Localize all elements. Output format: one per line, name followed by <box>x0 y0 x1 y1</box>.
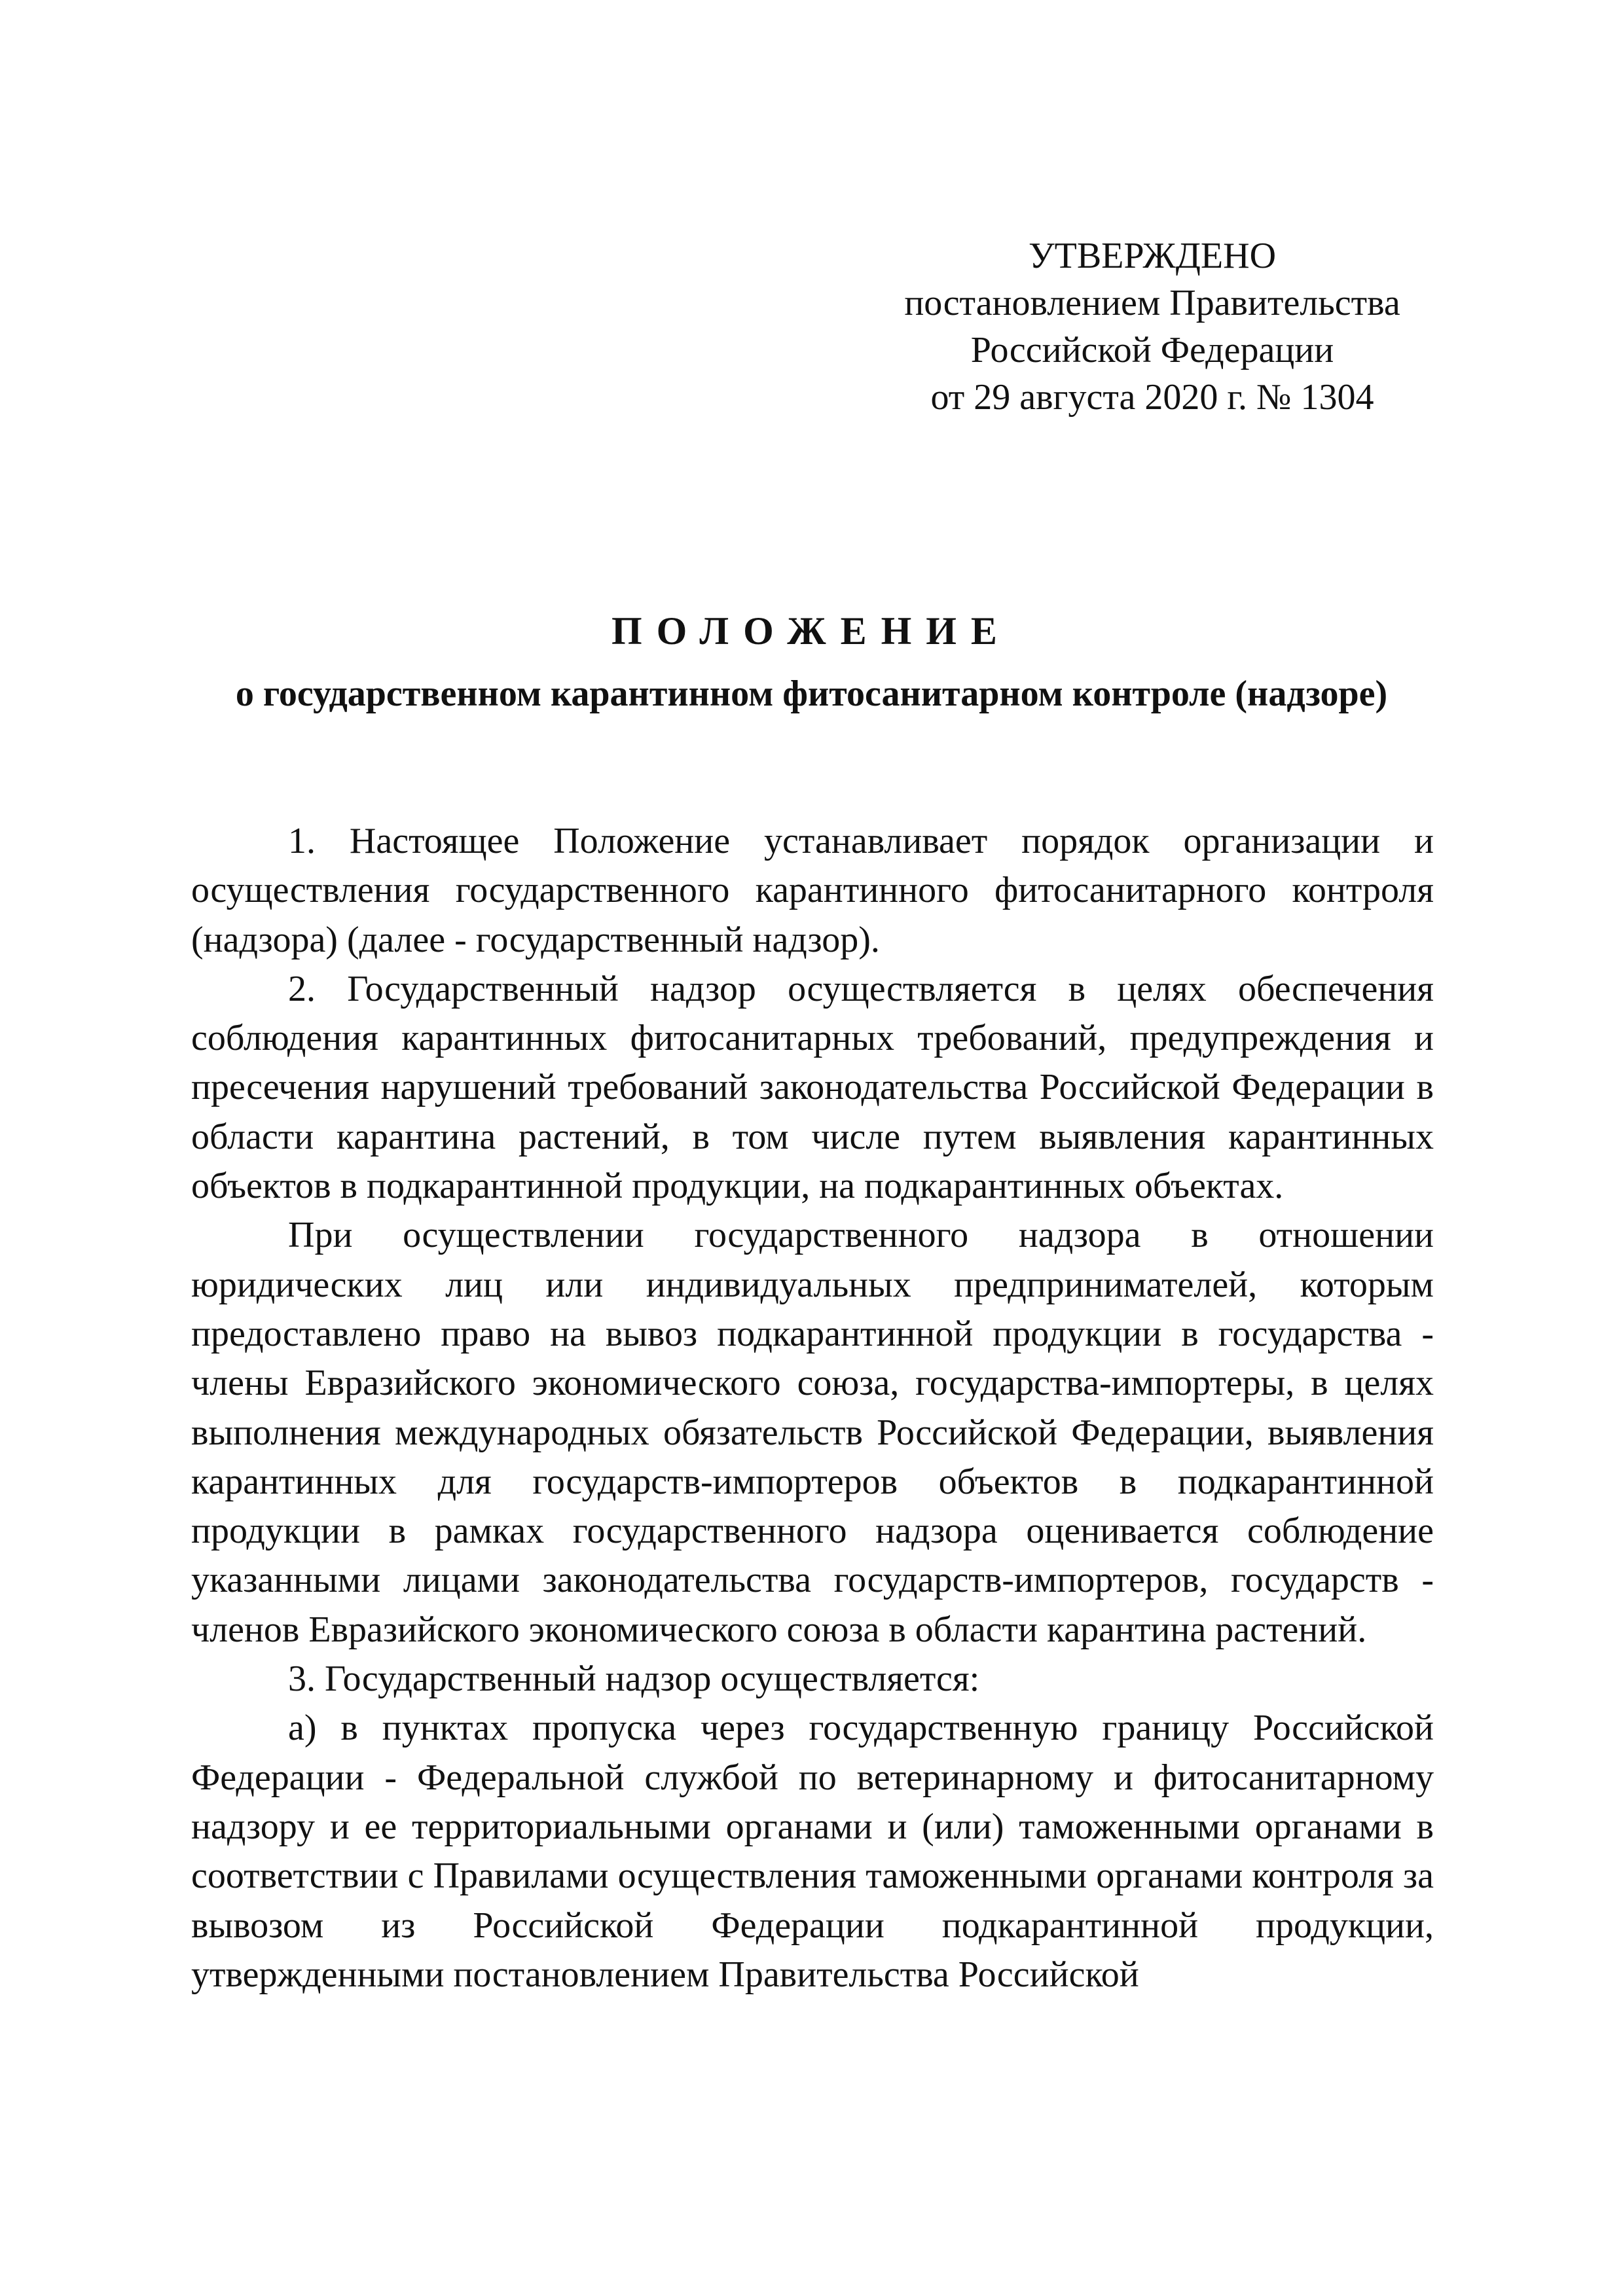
paragraph-3a: а) в пунктах пропуска через государственную границу Российской Федерации - Федеральной службой по ветеринарному и фитосанитарному надзору и ее территориальными органами и (или) таможенными органами в соответствии с Правилами осуществления таможенными органами контроля за вывозом из Российской Федерации подкарантинной продукции, утвержденными постановлением Правительства Российской <box>191 1708 1434 1995</box>
paragraph-3: 3. Государственный надзор осуществляется: <box>288 1659 980 1700</box>
approval-heading: УТВЕРЖДЕНО <box>1028 236 1277 276</box>
approval-authority: постановлением Правительства <box>904 283 1400 323</box>
document-title: ПОЛОЖЕНИЕ <box>611 609 1012 653</box>
approval-country: Российской Федерации <box>970 330 1334 370</box>
document-body <box>191 817 1434 2000</box>
approval-stamp <box>864 232 1440 421</box>
approval-date-number: от 29 августа 2020 г. № 1304 <box>930 377 1374 418</box>
document-subtitle: о государственном карантинном фитосанитарном контроле (надзоре) <box>235 673 1388 714</box>
paragraph-1: 1. Настоящее Положение устанавливает порядок организации и осуществления государственного карантинного фитосанитарного контроля (надзора) (далее - государственный надзор). <box>191 821 1434 960</box>
paragraph-2: 2. Государственный надзор осуществляется в целях обеспечения соблюдения карантинных фитосанитарных требований, предупреждения и пресечения нарушений требований законодательства Российской Федерации в области карантина растений, в том числе путем выявления карантинных объектов в подкарантинной продукции, на подкарантинных объектах. <box>191 968 1434 1207</box>
paragraph-2-continued: При осуществлении государственного надзора в отношении юридических лиц или индивидуальных предпринимателей, которым предоставлено право на вывоз подкарантинной продукции в государства - члены Евразийского экономического союза, государства-импортеры, в целях выполнения международных обязательств Российской Федерации, выявления карантинных для государств-импортеров объектов в подкарантинной продукции в рамках государственного надзора оценивается соблюдение указанными лицами законодательства государств-импортеров, государств - членов Евразийского экономического союза в области карантина растений. <box>191 1215 1434 1650</box>
